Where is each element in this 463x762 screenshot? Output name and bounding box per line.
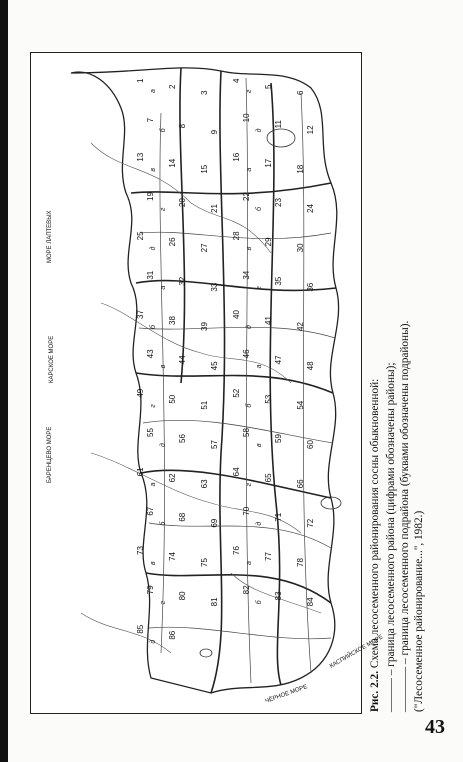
district-number: 9 (210, 129, 219, 135)
district-number: 38 (168, 316, 177, 325)
district-number: 25 (136, 231, 145, 241)
district-number: 57 (210, 440, 219, 449)
district-number: 2 (168, 84, 177, 89)
district-number: 20 (178, 198, 187, 207)
district-number: 65 (264, 473, 273, 483)
subdistrict-letter: б (150, 325, 157, 329)
subdistrict-letter: а (256, 364, 263, 369)
district-number: 60 (306, 440, 315, 449)
district-number: 14 (168, 158, 177, 168)
district-number: 5 (264, 84, 273, 89)
district-number: 1 (136, 78, 145, 83)
district-number: 39 (200, 322, 209, 331)
subdistrict-letter: г (246, 89, 253, 93)
subdistrict-letter: д (256, 128, 263, 133)
district-number: 42 (296, 322, 305, 331)
district-number: 10 (242, 113, 251, 123)
district-number: 19 (146, 192, 155, 201)
district-number: 18 (296, 164, 305, 174)
district-number: 44 (178, 355, 187, 365)
subdistrict-letter: б (256, 600, 263, 605)
district-number: 78 (296, 558, 305, 567)
subdistrict-letter: г (160, 600, 167, 605)
district-number: 34 (242, 270, 251, 280)
district-number: 16 (232, 152, 241, 162)
subdistrict-letter: а (246, 561, 253, 565)
district-number: 46 (242, 349, 251, 359)
district-number: 55 (146, 428, 155, 437)
district-number: 63 (200, 479, 209, 489)
district-number: 11 (274, 120, 283, 129)
district-number: 30 (296, 243, 305, 253)
subdistrict-letter: г (150, 404, 157, 408)
district-number: 69 (210, 518, 219, 528)
subdistrict-letter: б (256, 207, 263, 211)
district-number: 50 (168, 394, 177, 404)
district-number: 8 (178, 123, 187, 129)
district-number: 41 (264, 316, 273, 325)
district-number: 66 (296, 479, 305, 489)
district-number: 81 (210, 597, 219, 607)
district-number: 68 (178, 512, 187, 522)
figure-caption (366, 52, 462, 712)
district-number: 51 (200, 400, 209, 410)
district-number: 21 (210, 204, 219, 213)
subdistrict-letter: б (160, 521, 167, 526)
district-number: 29 (264, 237, 273, 247)
district-number: 3 (200, 90, 209, 95)
sea-label-laptev: МОРЕ ЛАПТЕВЫХ (47, 210, 53, 263)
subdistrict-letter: д (160, 443, 167, 447)
district-number: 33 (210, 282, 219, 292)
district-number: 37 (136, 310, 145, 319)
district-number: 76 (232, 546, 241, 555)
sea-label-caspian: КАСПИЙСКОЕ МОРЕ (329, 634, 385, 670)
district-number: 12 (306, 125, 315, 135)
district-number: 53 (264, 394, 273, 404)
subdistrict-letter: б (160, 128, 167, 133)
rivers (81, 143, 321, 653)
subdistrict-letter: в (150, 561, 157, 565)
district-number: 40 (232, 310, 241, 319)
district-number: 75 (200, 558, 209, 567)
district-number: 24 (306, 204, 315, 213)
legend-district-line: ——— – граница лесосеменного района (цифрами обозначены районы); (385, 362, 397, 712)
district-number: 71 (274, 512, 283, 522)
district-number: 61 (136, 467, 145, 477)
district-number: 7 (146, 117, 155, 123)
district-number: 15 (200, 164, 209, 174)
district-number: 74 (168, 552, 177, 561)
district-number: 27 (200, 243, 209, 253)
district-number: 45 (210, 361, 219, 371)
district-number: 13 (136, 152, 145, 162)
subdistrict-letter: а (246, 167, 253, 172)
subdistrict-letter: д (256, 521, 263, 526)
district-number: 86 (168, 630, 177, 640)
territory-outline (71, 68, 339, 693)
district-number: 59 (274, 434, 283, 443)
subdistrict-borders (139, 78, 335, 683)
district-number: 26 (168, 237, 177, 247)
district-number: 52 (232, 388, 241, 398)
district-number: 28 (232, 231, 241, 241)
district-number: 67 (146, 506, 155, 516)
subdistrict-letter: а (150, 482, 157, 487)
district-number: 54 (296, 400, 305, 410)
subdistrict-letter: г (256, 286, 263, 290)
district-number: 79 (146, 585, 155, 595)
district-number: 64 (232, 467, 241, 477)
district-number: 58 (242, 428, 251, 437)
district-number: 72 (306, 518, 315, 528)
district-number: 22 (242, 192, 251, 201)
district-number: 36 (306, 282, 315, 292)
district-number: 23 (274, 198, 283, 207)
district-number: 48 (306, 361, 315, 371)
district-number: 77 (264, 552, 273, 561)
caption-source: ("Лесосеменное районирование...", 1982.) (413, 510, 425, 712)
district-number: 85 (136, 624, 145, 634)
district-number: 49 (136, 388, 145, 398)
subdistrict-letter: а (150, 89, 157, 93)
sea-label-black: ЧЁРНОЕ МОРЕ (264, 684, 309, 705)
district-number: 31 (146, 270, 155, 280)
sea-label-barents: БАРЕНЦЕВО МОРЕ (47, 426, 53, 483)
district-number: 80 (178, 591, 187, 601)
figure-number: Рис. 2.2. (369, 670, 381, 712)
district-number: 35 (274, 276, 283, 286)
caption-title (368, 379, 382, 712)
legend-subdistrict-line: ———— – граница лесосеменного подрайона (буквами обозначены подрайоны). (399, 320, 411, 712)
figure-title: Схема лесосеменного районирования сосны обыкновенной: (369, 378, 381, 669)
district-number: 17 (264, 158, 273, 168)
subdistrict-letter: д (246, 325, 253, 329)
subdistrict-letter: в (246, 246, 253, 251)
district-number: 4 (232, 78, 241, 83)
district-number: 82 (242, 585, 251, 595)
district-number: 47 (274, 355, 283, 365)
page-number: 43 (425, 716, 445, 738)
subdistrict-letter: д (150, 639, 157, 644)
book-spine-shadow (0, 0, 8, 762)
subdistrict-letter: д (150, 246, 157, 251)
subdistrict-letter: в (256, 443, 263, 447)
subdistrict-letter: в (150, 168, 157, 172)
subdistrict-letter: г (246, 482, 253, 487)
sea-label-kara: КАРСКОЕ МОРЕ (49, 335, 55, 383)
district-number: 56 (178, 434, 187, 443)
district-number: 32 (178, 276, 187, 286)
district-number: 83 (274, 591, 283, 601)
district-number: 43 (146, 349, 155, 359)
subdistrict-letter: а (160, 285, 167, 290)
subdistrict-letter: в (160, 364, 167, 369)
district-number: 84 (306, 597, 315, 607)
subdistrict-letter: б (246, 403, 253, 408)
district-number: 73 (136, 546, 145, 555)
district-number: 6 (296, 90, 305, 95)
subdistrict-letter: г (160, 207, 167, 211)
district-number: 70 (242, 506, 251, 516)
district-number: 62 (168, 473, 177, 483)
